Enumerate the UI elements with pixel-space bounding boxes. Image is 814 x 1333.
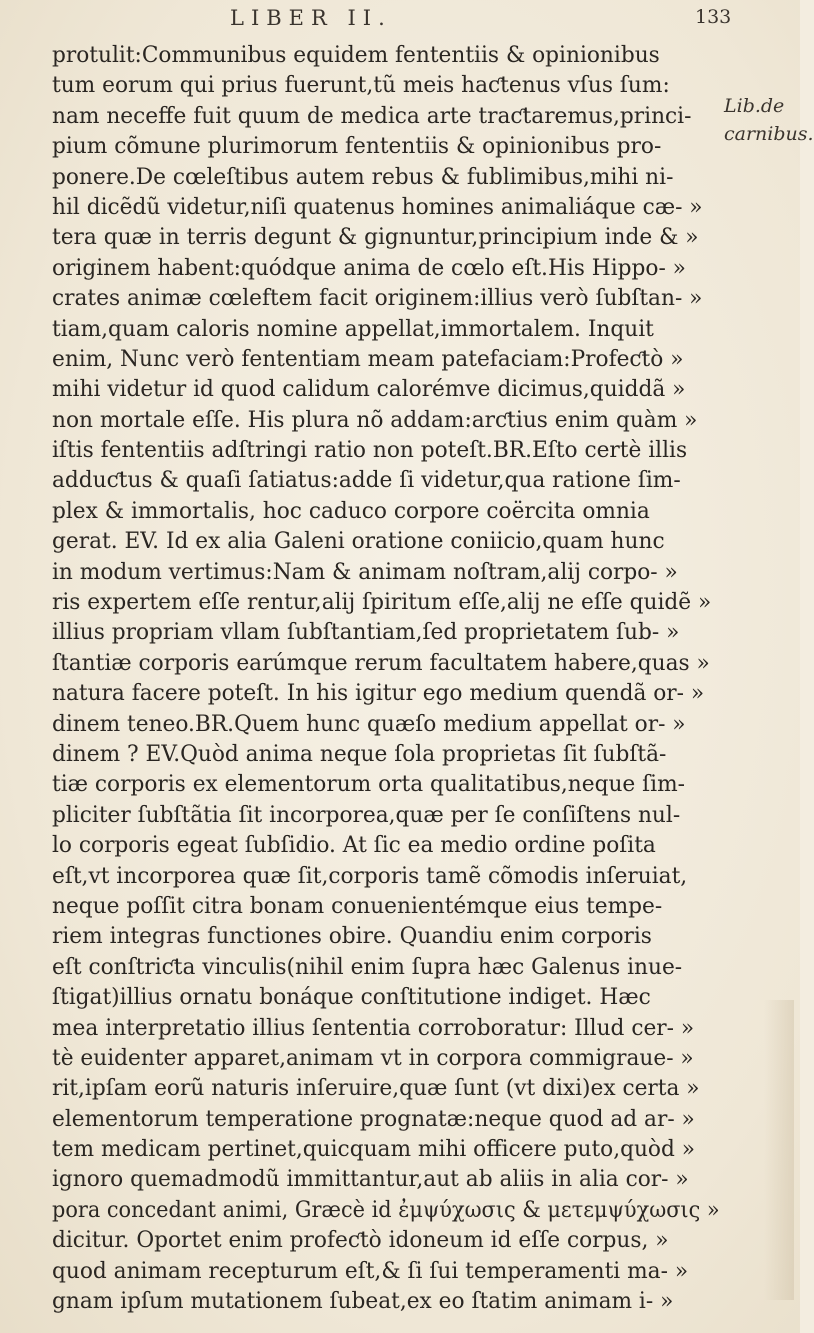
text-line: protulit:Communibus equidem fententiis & opinionibus [52, 42, 660, 68]
text-line: tiam,quam caloris nomine appellat,immortalem. Inquit [52, 315, 654, 342]
text-line: eſt conſtriƈta vinculis(nihil enim ſupra hæc Galenus inue- [52, 953, 683, 980]
text-line: gerat. EV. Id ex alia Galeni oratione coniicio,quam hunc [52, 528, 665, 555]
text-line: rit,ipſam eorũ naturis inſeruire,quæ ſunt (vt dixi)ex certa » [52, 1075, 700, 1102]
running-head: LIBER II. [230, 6, 392, 30]
text-line: riem integras functiones obire. Quandiu enim corporis [52, 923, 652, 950]
text-line: neque poſſit citra bonam conuenientémque eius tempe- [52, 892, 663, 919]
text-line: quod animam recepturum eſt,& ſi ſui temperamenti ma- » [52, 1257, 689, 1284]
text-line: tem medicam pertinet,quicquam mihi officere puto,quòd » [52, 1136, 696, 1163]
page-header [230, 6, 730, 36]
text-line: tè euidenter apparet,animam vt in corpora commigraue- » [52, 1044, 694, 1071]
text-line: ignoro quemadmodũ immittantur,aut ab aliis in alia cor- » [52, 1166, 689, 1193]
text-line: illius propriam vllam ſubſtantiam,ſed proprietatem ſub- » [52, 619, 680, 646]
text-line: non mortale eſſe. His plura nõ addam:arƈtius enim quàm » [52, 406, 698, 433]
text-line: ris expertem eſſe rentur,alij ſpiritum eſſe,alij ne eſſe quidẽ » [52, 589, 712, 616]
text-line: pora concedant animi, Græcè id ἐμψύχωσις & μετεμψύχωσις » [52, 1196, 720, 1223]
text-line: pliciter ſubſtãtia ſit incorporea,quæ per ſe conſiſtens nul- [52, 801, 681, 828]
text-line: ponere.De cœleſtibus autem rebus & fublimibus,mihi ni- [52, 163, 674, 190]
text-line: pium cõmune plurimorum fententiis & opinionibus pro- [52, 133, 662, 160]
text-line: mihi videtur id quod calidum calorémve dicimus,quiddã » [52, 376, 686, 403]
text-line: ſtigat)illius ornatu bonáque conſtitutione indiget. Hæc [52, 984, 651, 1011]
text-line: dicitur. Oportet enim profeƈtò idoneum id eſſe corpus, » [52, 1227, 669, 1254]
text-line: iſtis fententiis adſtringi ratio non poteſt.BR.Eſto certè illis [52, 437, 688, 464]
text-line: dinem teneo.BR.Quem hunc quæſo medium appellat or- » [52, 710, 686, 737]
text-line: adduƈtus & quaſi ſatiatus:adde ſi videtur,qua ratione ſim- [52, 467, 681, 494]
text-line: in modum vertimus:Nam & animam noſtram,alij corpo- » [52, 558, 678, 585]
page-number: 133 [695, 6, 732, 28]
text-line: tera quæ in terris degunt & gignuntur,principium inde & » [52, 224, 699, 251]
text-line: nam neceffe fuit quum de medica arte traƈtaremus,princi- [52, 102, 692, 129]
paper-stain [764, 1000, 794, 1300]
text-line: gnam ipſum mutationem ſubeat,ex eo ſtatim animam i- » [52, 1288, 674, 1315]
text-line: dinem ? EV.Quòd anima neque ſola proprietas ſit ſubſtã- [52, 740, 667, 767]
text-line: tiæ corporis ex elementorum orta qualitatibus,neque ſim- [52, 771, 685, 798]
text-line: hil dicẽdũ videtur,niſi quatenus homines animaliáque cæ- » [52, 193, 703, 220]
text-line: plex & immortalis, hoc caduco corpore coërcita omnia [52, 497, 650, 524]
text-line: enim, Nunc verò fententiam meam patefaciam:Profeƈtò » [52, 345, 684, 372]
text-line: natura facere poteſt. In his igitur ego medium quendã or- » [52, 680, 705, 707]
text-line: eſt,vt incorporea quæ ſit,corporis tamẽ cõmodis inſeruiat, [52, 862, 688, 889]
text-line: originem habent:quódque anima de cœlo eſt.His Hippo- » [52, 254, 686, 281]
margin-note-line: carnibus. [724, 123, 814, 145]
text-line: elementorum temperatione prognatæ:neque quod ad ar- » [52, 1105, 695, 1132]
margin-note [724, 92, 814, 148]
text-line: tum eorum qui prius fuerunt,tũ meis haƈtenus vſus ſum: [52, 72, 670, 99]
margin-note-line: Lib.de [724, 95, 785, 117]
text-line: crates animæ cœleftem facit originem:illius verò ſubſtan- » [52, 285, 703, 312]
text-line: lo corporis egeat ſubſidio. At ſic ea medio ordine poſita [52, 832, 656, 859]
body-text [52, 40, 742, 1316]
text-line: mea interpretatio illius ſententia corroboratur: Illud cer- » [52, 1014, 695, 1041]
text-line: ſtantiæ corporis earúmque rerum facultatem habere,quas » [52, 649, 710, 676]
